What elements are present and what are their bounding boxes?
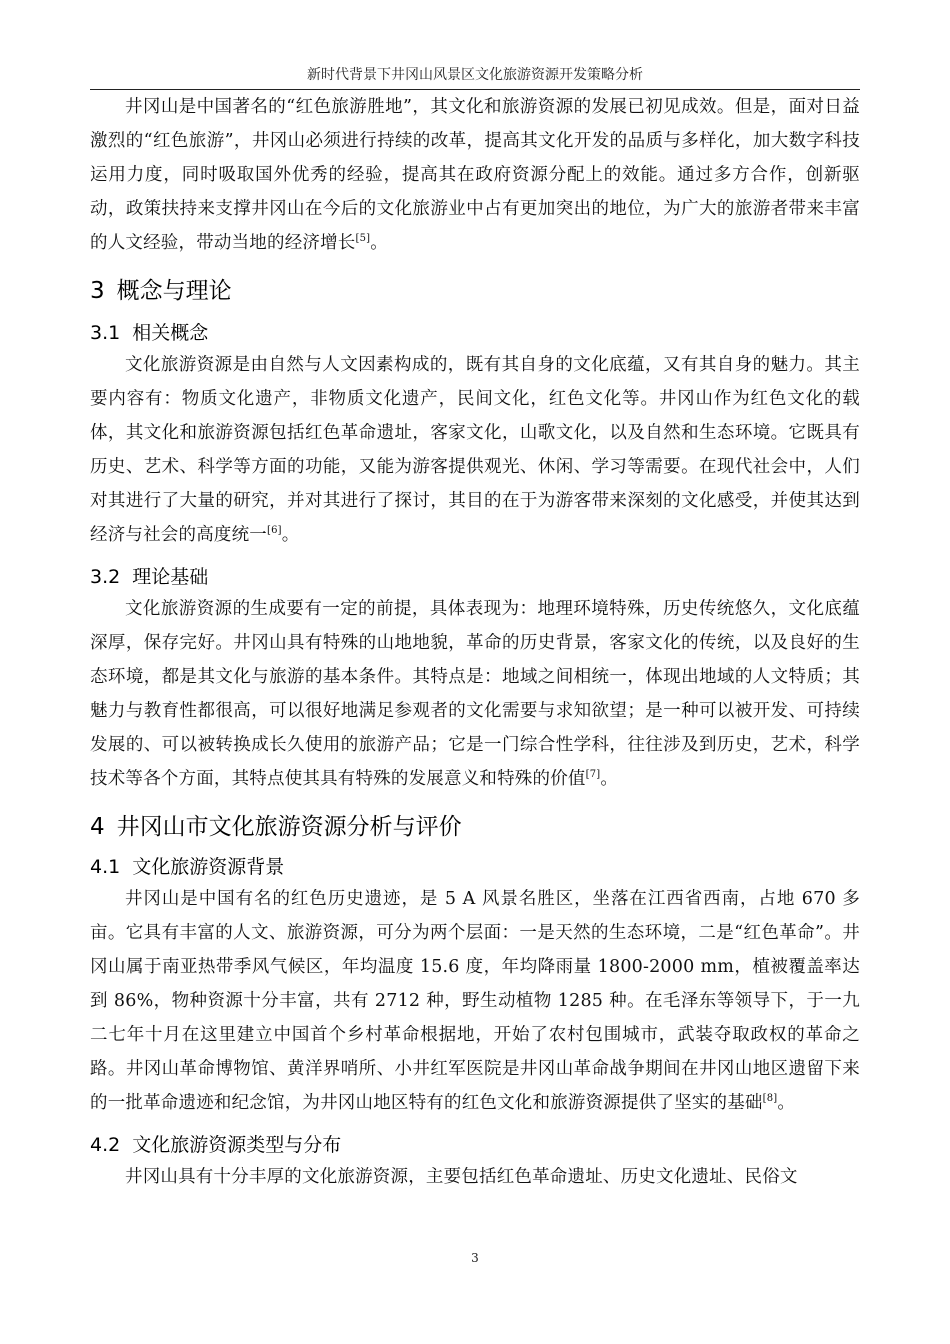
running-header: 新时代背景下井冈山风景区文化旅游资源开发策略分析	[307, 67, 643, 83]
citation: [5]	[355, 233, 371, 244]
citation: [8]	[762, 1093, 778, 1104]
section-heading-3	[90, 276, 860, 306]
paragraph-4-1	[90, 882, 860, 1120]
subsection-title: 理论基础	[132, 566, 209, 588]
paragraph-4-2	[90, 1160, 860, 1194]
citation: [6]	[267, 525, 282, 536]
subsection-title: 相关概念	[132, 322, 209, 344]
section-title: 概念与理论	[116, 278, 232, 304]
subsection-heading-3-1	[90, 320, 860, 346]
section-number: 3	[90, 278, 105, 304]
paragraph-text: 井冈山是中国著名的“红色旅游胜地”，其文化和旅游资源的发展已初见成效。但是，面对日益激烈的“红色旅游”，井冈山必须进行持续的改革，提高其文化开发的品质与多样化，加大数字科技运用力度，同时吸取国外优秀的经验，提高其在政府资源分配上的效能。通过多方合作，创新驱动，政策扶持来支撑井冈山在今后的文化旅游业中占有更加突出的地位，为广大的旅游者带来丰富的人文经验，带动当地的经济增长	[90, 97, 860, 253]
subsection-heading-3-2	[90, 564, 860, 590]
section-heading-4	[90, 812, 860, 842]
paragraph-text: 井冈山具有十分丰厚的文化旅游资源，主要包括红色革命遗址、历史文化遗址、民俗文	[125, 1167, 798, 1187]
paragraph-text: 井冈山是中国有名的红色历史遗迹，是 5 A 风景名胜区，坐落在江西省西南，占地 670 多亩。它具有丰富的人文、旅游资源，可分为两个层面：一是天然的生态环境，二是“红色革命”。井冈山属于南亚热带季风气候区，年均温度 15.6 度，年均降雨量 1800-2000 mm，植被覆盖率达到 86%，物种资源十分丰富，共有 2712 种，野生动植物 1285 种。在毛泽东等领导下，于一九二七年十月在这里建立中国首个乡村革命根据地，开始了农村包围城市，武装夺取政权的革命之路。井冈山革命博物馆、黄洋界哨所、小井红军医院是井冈山革命战争期间在井冈山地区遗留下来的一批革命遗迹和纪念馆，为井冈山地区特有的红色文化和旅游资源提供了坚实的基础	[90, 889, 860, 1113]
paragraph-3-2	[90, 592, 860, 796]
section-number: 4	[90, 814, 105, 840]
subsection-number: 4.2	[90, 1134, 121, 1156]
paragraph-text: 文化旅游资源是由自然与人文因素构成的，既有其自身的文化底蕴，又有其自身的魅力。其主要内容有：物质文化遗产，非物质文化遗产，民间文化，红色文化等。井冈山作为红色文化的载体，其文化和旅游资源包括红色革命遗址，客家文化，山歌文化，以及自然和生态环境。它既具有历史、艺术、科学等方面的功能，又能为游客提供观光、休闲、学习等需要。在现代社会中，人们对其进行了大量的研究，并对其进行了探讨，其目的在于为游客带来深刻的文化感受，并使其达到经济与社会的高度统一	[90, 355, 860, 545]
page-number: 3	[471, 1251, 479, 1265]
paragraph-end: 。	[281, 525, 300, 545]
paragraph-3-1	[90, 348, 860, 552]
subsection-number: 3.1	[90, 322, 121, 344]
paragraph-text: 文化旅游资源的生成要有一定的前提，具体表现为：地理环境特殊，历史传统悠久，文化底蕴深厚，保存完好。井冈山具有特殊的山地地貌，革命的历史背景，客家文化的传统，以及良好的生态环境，都是其文化与旅游的基本条件。其特点是：地域之间相统一，体现出地域的人文特质；其魅力与教育性都很高，可以很好地满足参观者的文化需要与求知欲望；是一种可以被开发、可持续发展的、可以被转换成长久使用的旅游产品；它是一门综合性学科，往往涉及到历史，艺术，科学技术等各个方面，其特点使其具有特殊的发展意义和特殊的价值	[90, 599, 860, 789]
page-body	[90, 90, 860, 1194]
paragraph-intro	[90, 90, 860, 260]
paragraph-end: 。	[370, 233, 388, 253]
subsection-heading-4-2	[90, 1132, 860, 1158]
subsection-number: 4.1	[90, 856, 121, 878]
subsection-heading-4-1	[90, 854, 860, 880]
subsection-title: 文化旅游资源背景	[132, 856, 285, 878]
subsection-number: 3.2	[90, 566, 121, 588]
paragraph-end: 。	[600, 769, 619, 789]
citation: [7]	[585, 769, 601, 780]
section-title: 井冈山市文化旅游资源分析与评价	[116, 814, 462, 840]
subsection-title: 文化旅游资源类型与分布	[132, 1134, 342, 1156]
paragraph-end: 。	[777, 1093, 796, 1113]
